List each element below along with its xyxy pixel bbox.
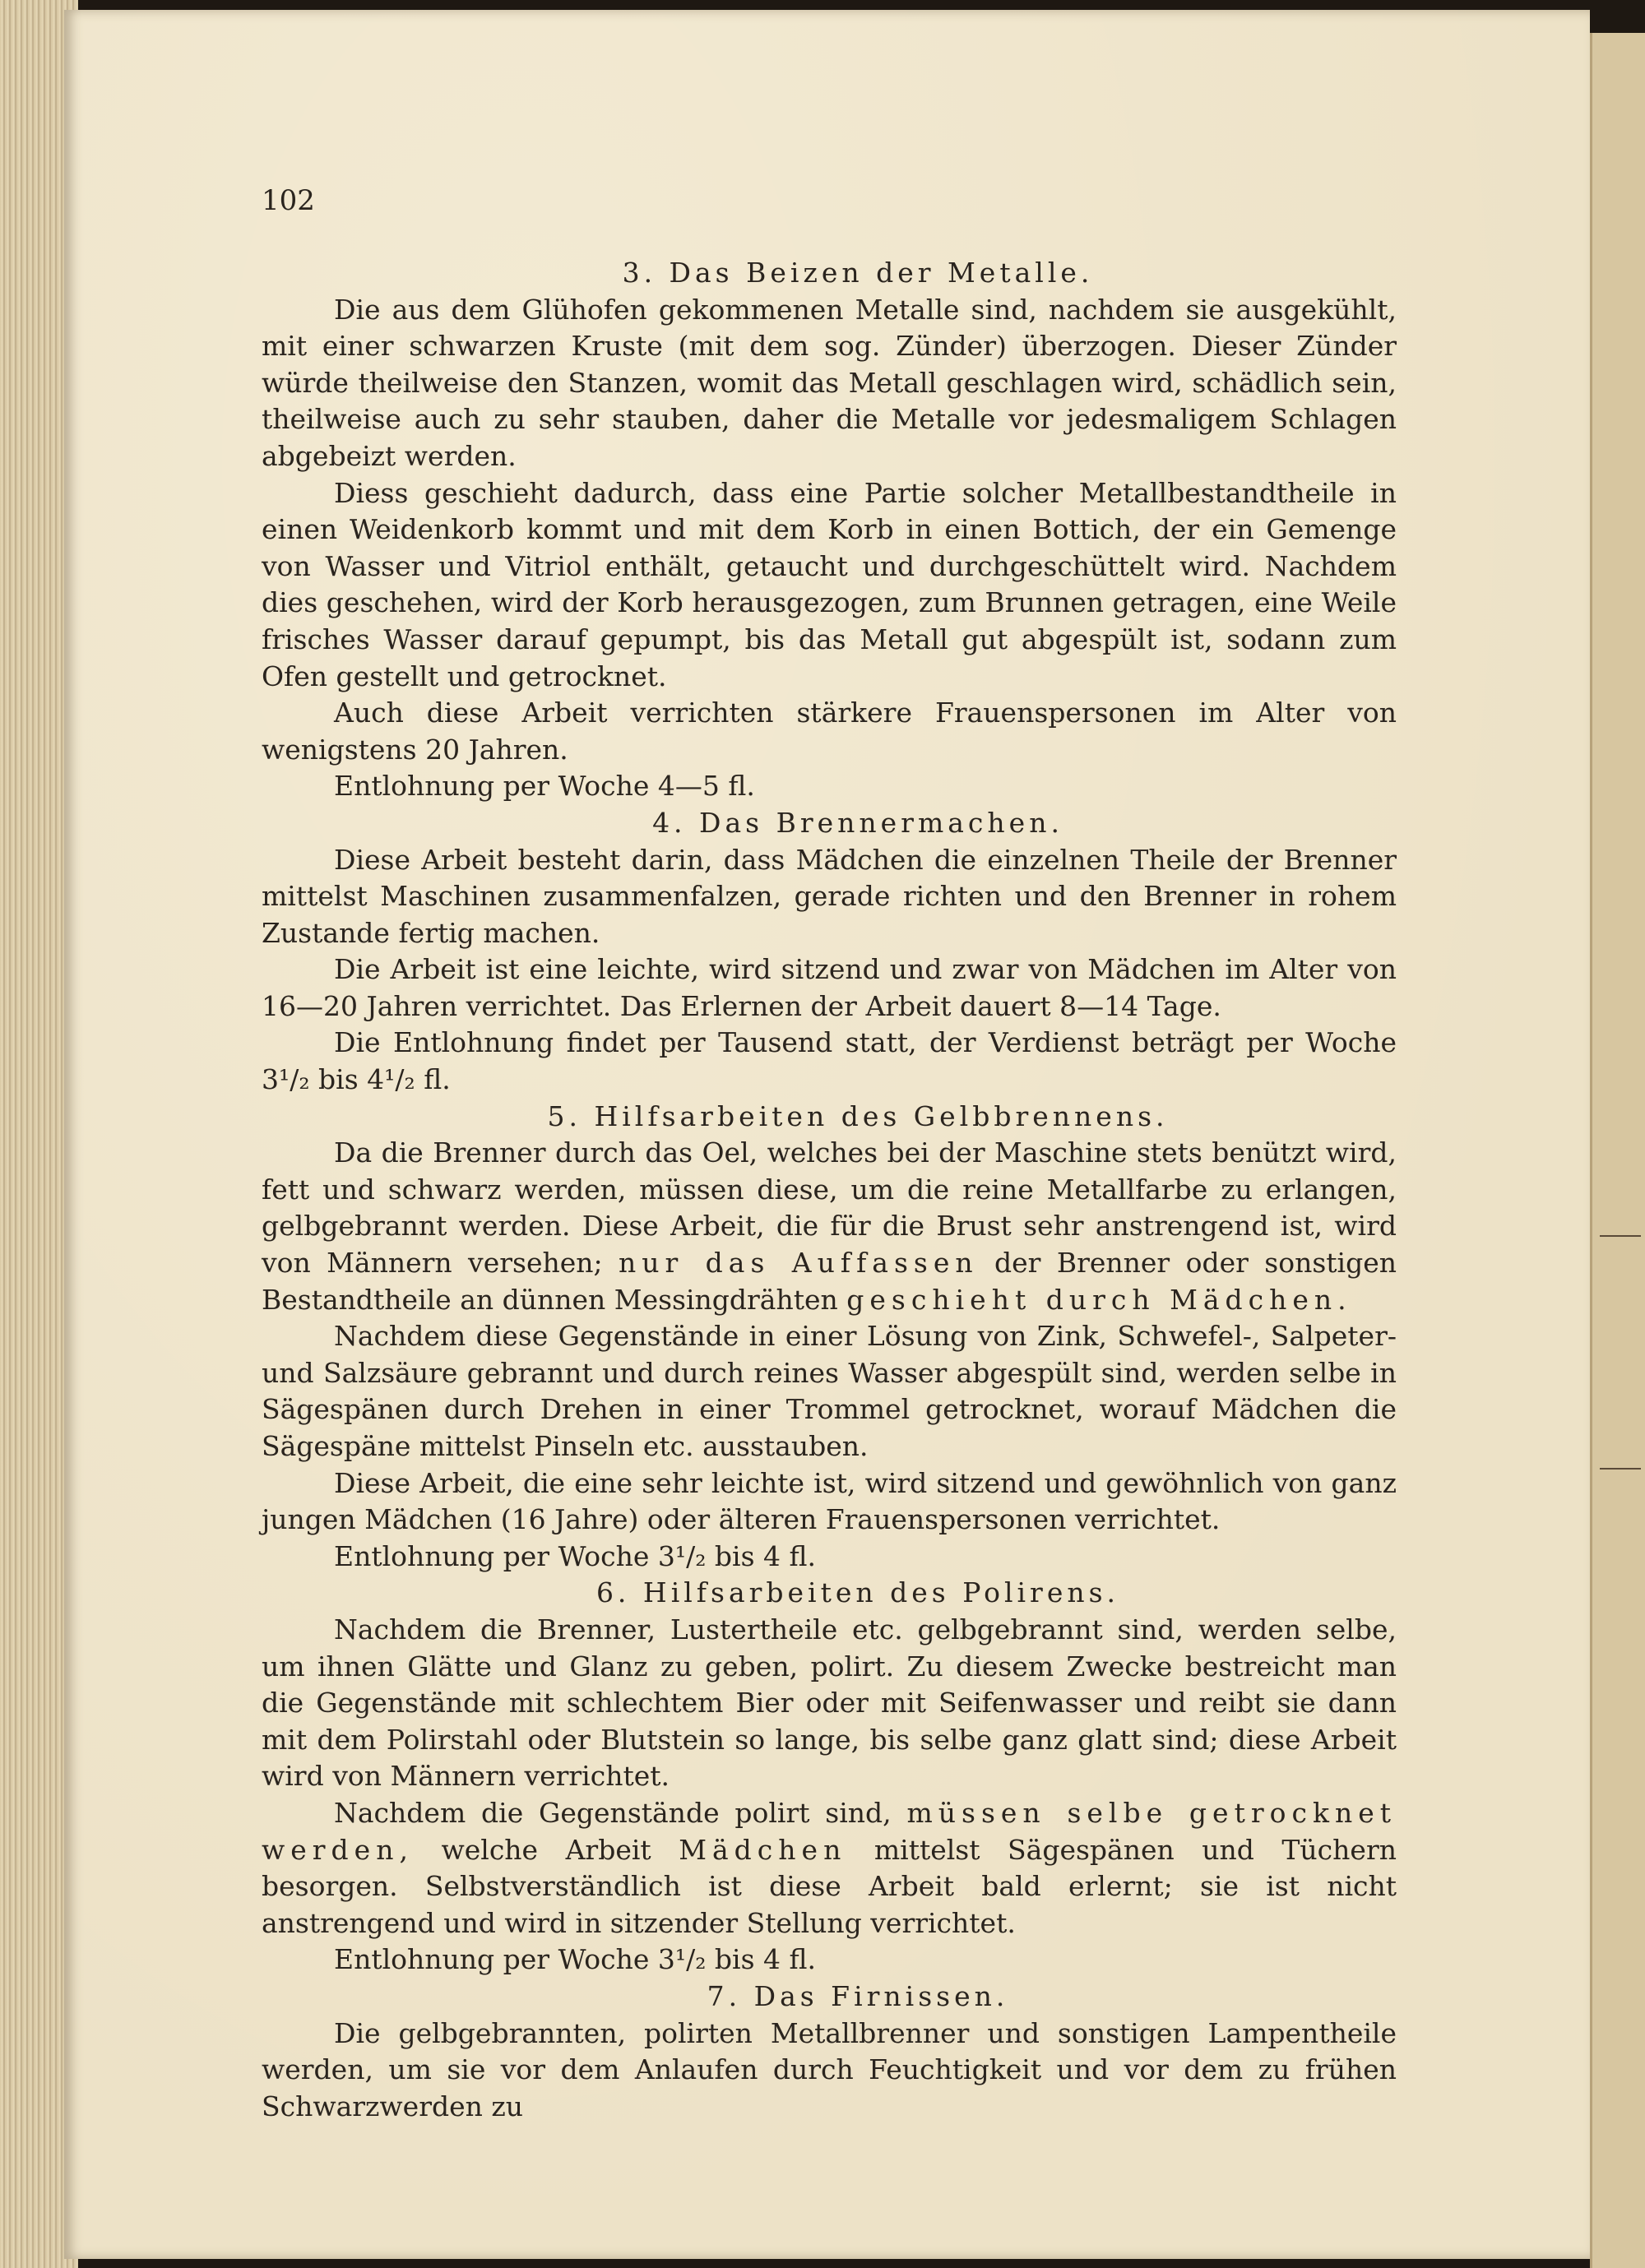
paragraph: Entlohnung per Woche 4—5 fl. [334,770,755,803]
text-run: Nachdem die Gegenstände polirt sind, [334,1796,892,1829]
spaced-emphasis: nur das Auffassen [619,1247,979,1280]
paragraph: Entlohnung per Woche 3¹/₂ bis 4 fl. [334,1539,817,1572]
paragraph [262,1135,1397,1318]
section-heading: 3. Das Beizen der Metalle. [622,257,1094,289]
paragraph: Diess geschieht dadurch, dass eine Partie solcher Metallbestandtheile in einen Weidenkorb kommt und mit dem Korb in einen Bottich, der ein Gemenge von Wasser und Vitriol enthält, getaucht und durchgeschüttelt wird. Nachdem dies geschehen, wird der Korb herausgezogen, zum Brunnen getragen, eine Weile frisches Wasser darauf gepumpt, bis das Metall gut abgespült ist, sodann zum Ofen gestellt und getrocknet. [262,476,1397,692]
section-heading: 7. Das Firnissen. [707,1979,1009,2012]
text-run: Da die Brenner durch das Oel, welches bei der Maschine stets benützt wird, fett und schwarz werden, müssen diese, um die reine Metallfarbe zu erlangen, gelbgebrannt werden. Diese Arbeit, die für die Brust sehr anstrengend ist, wird von Männern versehen; [262,1136,1397,1280]
paragraph: Die Entlohnung findet per Tausend statt, der Verdienst beträgt per Woche 3¹/₂ bis 4¹/₂ fl. [262,1026,1397,1096]
page-number: 102 [262,184,315,217]
paragraph: Diese Arbeit besteht darin, dass Mädchen die einzelnen Theile der Brenner mittelst Maschinen zusammenfalzen, gerade richten und den Brenner in rohem Zustande fertig machen. [262,843,1397,949]
body-text [262,255,1397,2125]
paragraph [262,1795,1397,1942]
text-run: welche Arbeit [441,1833,651,1866]
facing-page-edge [1590,33,1645,2268]
section-heading: 4. Das Brennermachen. [652,806,1063,839]
text-run: mittelst Sägespänen und Tüchern besorgen. Selbstverständlich ist diese Arbeit bald erlernt; sie ist nicht anstrengend und wird in sitzender Stellung verrichtet. [262,1833,1397,1939]
paragraph: Nachdem die Brenner, Lustertheile etc. gelbgebrannt sind, werden selbe, um ihnen Glätte und Glanz zu geben, polirt. Zu diesem Zwecke bestreicht man die Gegenstände mit schlechtem Bier oder mit Seifenwasser und reibt sie dann mit dem Polirstahl oder Blutstein so lange, bis selbe ganz glatt sind; diese Arbeit wird von Männern verrichtet. [262,1613,1397,1793]
paragraph: Nachdem diese Gegenstände in einer Lösung von Zink, Schwefel-, Salpeter- und Salzsäure gebrannt und durch reines Wasser abgespült sind, werden selbe in Sägespänen durch Drehen in einer Trommel getrocknet, worauf Mädchen die Sägespäne mittelst Pinseln etc. ausstauben. [262,1320,1397,1462]
paragraph: Auch diese Arbeit verrichten stärkere Frauenspersonen im Alter von wenigstens 20 Jahren. [262,697,1397,766]
paragraph: Die aus dem Glühofen gekommenen Metalle sind, nachdem sie ausgekühlt, mit einer schwarzen Kruste (mit dem sog. Zünder) überzogen. Dieser Zünder würde theilweise den Stanzen, womit das Metall geschlagen wird, schädlich sein, theilweise auch zu sehr stauben, daher die Metalle vor jedesmaligem Schlagen abgebeizt werden. [262,293,1397,472]
text-run: der Brenner oder sonstigen Bestandtheile an dünnen Messingdrähten [262,1247,1397,1316]
section-heading: 5. Hilfsarbeiten des Gelbbrennens. [547,1099,1169,1132]
section-heading: 6. Hilfsarbeiten des Polirens. [595,1576,1120,1609]
edge-mark [1600,1468,1641,1470]
spaced-emphasis: müssen selbe getrocknet werden, [262,1796,1397,1866]
paragraph: Die gelbgebrannten, polirten Metallbrenner und sonstigen Lampentheile werden, um sie vor dem Anlaufen durch Feuchtigkeit und vor dem zu frühen Schwarzwerden zu [262,2016,1397,2122]
spaced-emphasis: geschieht durch Mädchen. [846,1283,1352,1316]
paragraph: Diese Arbeit, die eine sehr leichte ist, wird sitzend und gewöhnlich von ganz jungen Mädchen (16 Jahre) oder älteren Frauenspersonen verrichtet. [262,1466,1397,1536]
paragraph: Die Arbeit ist eine leichte, wird sitzend und zwar von Mädchen im Alter von 16—20 Jahren verrichtet. Das Erlernen der Arbeit dauert 8—14 Tage. [262,953,1397,1022]
spaced-emphasis: Mädchen [679,1833,847,1866]
paragraph: Entlohnung per Woche 3¹/₂ bis 4 fl. [334,1943,817,1976]
edge-mark [1600,1235,1641,1237]
